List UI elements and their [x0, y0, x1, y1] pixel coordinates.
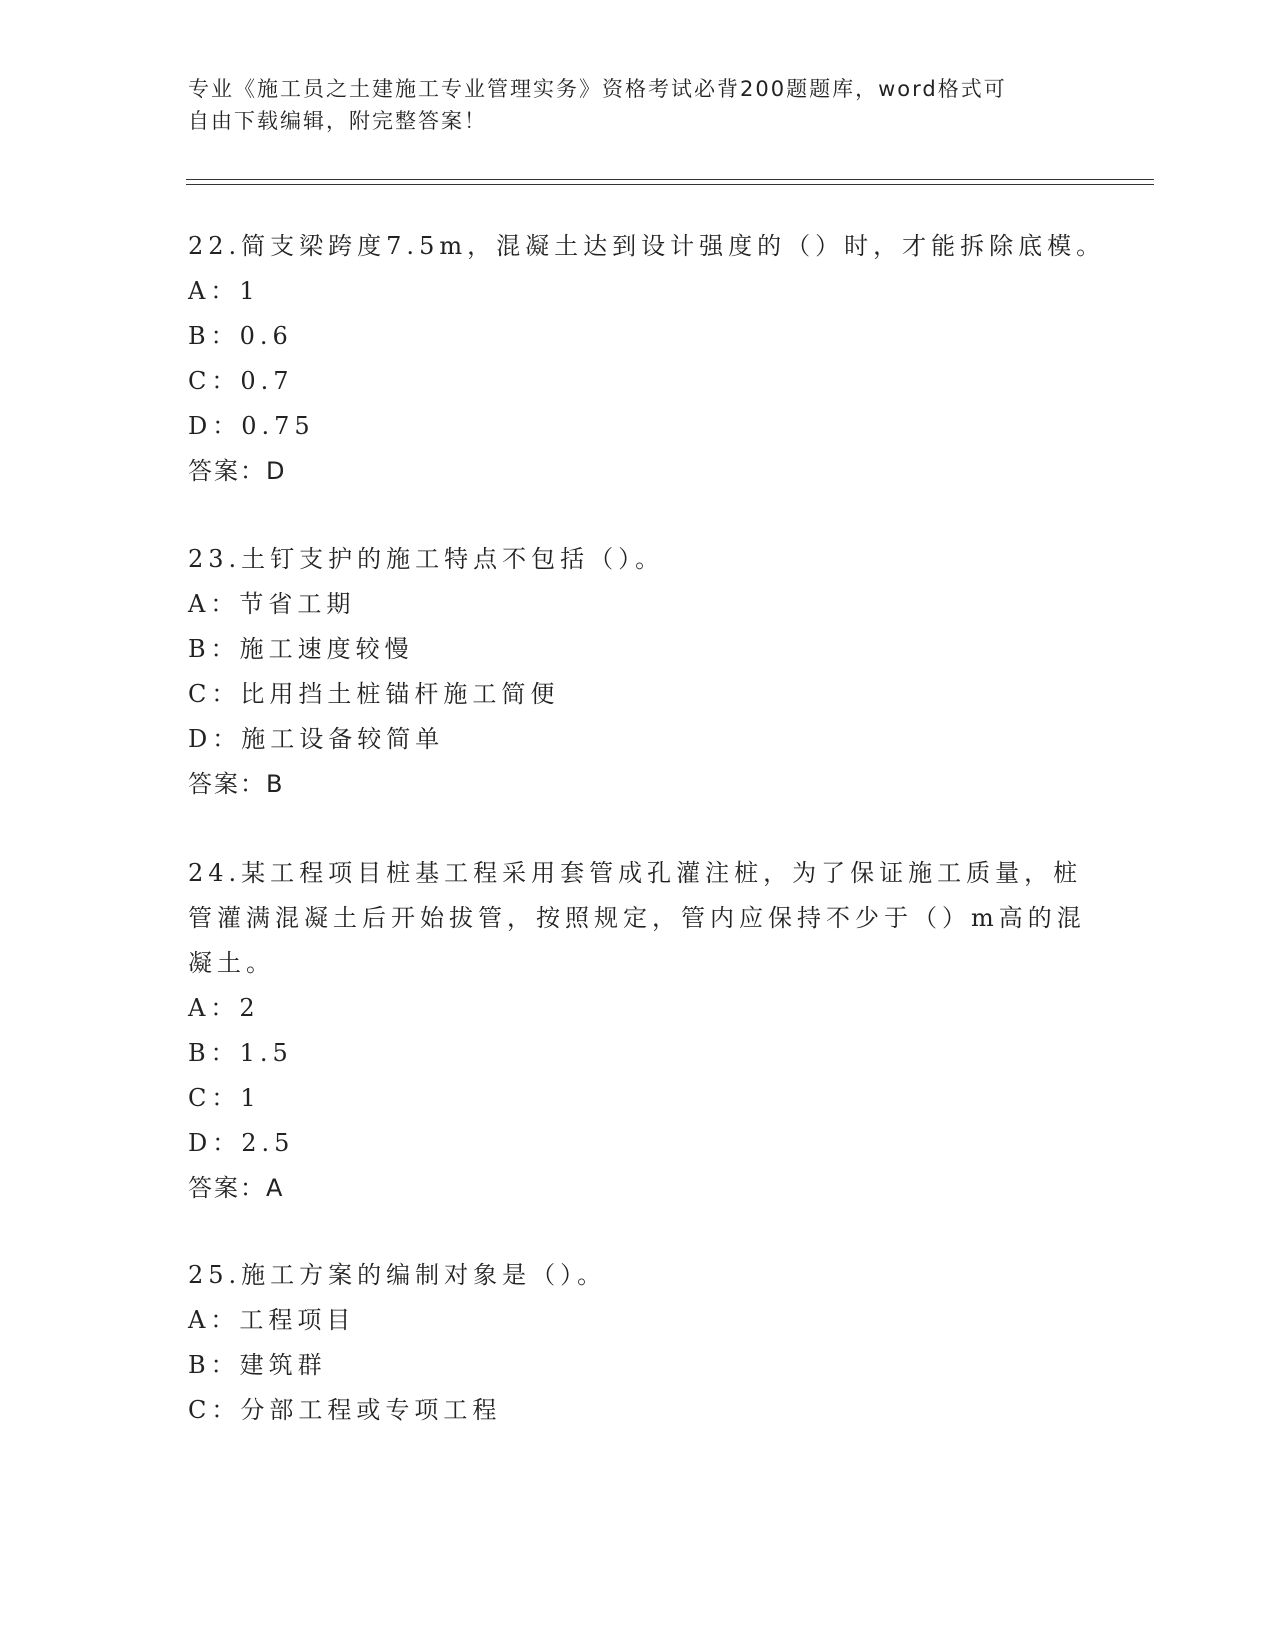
header-line-2: 自由下载编辑，附完整答案！: [188, 109, 487, 133]
header-line-1: 专业《施工员之土建施工专业管理实务》资格考试必背200题题库，word格式可: [188, 77, 1007, 101]
answer-label: 答案：A: [188, 1174, 285, 1202]
header-divider-bottom: [186, 184, 1154, 185]
option-d: D：0.75: [188, 412, 315, 440]
question-stem-line-2: 管灌满混凝土后开始拔管，按照规定，管内应保持不少于（）m高的混: [188, 904, 1086, 932]
option-b: B：1.5: [188, 1039, 293, 1067]
option-a: A：1: [188, 277, 260, 305]
option-c: C：分部工程或专项工程: [188, 1396, 502, 1424]
question-23: [188, 537, 1088, 807]
question-stem: 25.施工方案的编制对象是（）。: [188, 1261, 607, 1289]
question-22: [188, 224, 1106, 494]
question-stem: 22.简支梁跨度7.5m，混凝土达到设计强度的（）时，才能拆除底模。: [188, 232, 1106, 260]
question-stem: 23.土钉支护的施工特点不包括（）。: [188, 545, 665, 573]
option-b: B：0.6: [188, 322, 293, 350]
answer-label: 答案：D: [188, 457, 287, 485]
answer-label: 答案：B: [188, 770, 285, 798]
question-stem-line-3: 凝土。: [188, 949, 275, 977]
option-c: C：1: [188, 1084, 261, 1112]
question-24: [188, 851, 1088, 1211]
question-25: [188, 1253, 1088, 1433]
option-a: A：节省工期: [188, 590, 356, 618]
option-a: A：2: [188, 994, 260, 1022]
question-stem-line-1: 24.某工程项目桩基工程采用套管成孔灌注桩，为了保证施工质量，桩: [188, 859, 1083, 887]
option-d: D：施工设备较简单: [188, 725, 445, 753]
document-header: [188, 73, 1068, 137]
option-d: D：2.5: [188, 1129, 295, 1157]
option-b: B：建筑群: [188, 1351, 327, 1379]
option-c: C：比用挡土桩锚杆施工简便: [188, 680, 560, 708]
header-divider-top: [186, 179, 1154, 180]
option-b: B：施工速度较慢: [188, 635, 414, 663]
option-a: A：工程项目: [188, 1306, 356, 1334]
option-c: C：0.7: [188, 367, 294, 395]
